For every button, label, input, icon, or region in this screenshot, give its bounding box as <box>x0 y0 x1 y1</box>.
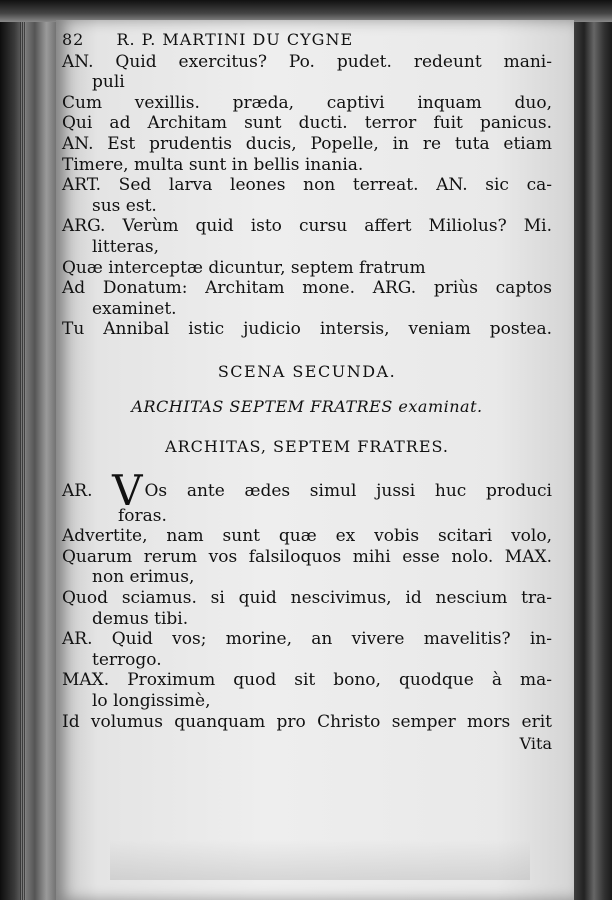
first-line-text: Os ante ædes simul jussi huc produci <box>144 480 552 501</box>
text-line: Timere, multa sunt in bellis inania. <box>62 154 364 175</box>
drop-cap: V <box>112 465 143 515</box>
text-line: Qui ad Architam sunt ducti. terror fuit panicus. <box>62 113 552 134</box>
text-line: puli <box>92 72 125 93</box>
text-line: AN. Quid exercitus? Po. pudet. redeunt mani- <box>62 51 552 72</box>
book-page-edges-right <box>572 0 612 900</box>
page-text <box>62 30 552 755</box>
text-line: AR. Quid vos; morine, an vivere mavelitis? in- <box>62 629 552 650</box>
text-line: non erimus, <box>92 567 195 588</box>
book-top-edge <box>0 0 612 22</box>
text-line: lo longissimè, <box>92 691 211 712</box>
text-line: ARG. Verùm quid isto cursu affert Miliolus? Mi. <box>62 216 552 237</box>
catchword: Vita <box>519 734 552 754</box>
text-line: demus tibi. <box>92 608 189 629</box>
page-number: 82 <box>62 30 85 49</box>
text-line: AN. Est prudentis ducis, Popelle, in re tuta etiam <box>62 133 552 154</box>
running-title: R. P. MARTINI DU CYGNE <box>116 30 354 49</box>
text-line-first <box>62 465 552 515</box>
dramatis-personae: ARCHITAS, SEPTEM FRATRES. <box>165 437 449 457</box>
text-line: litteras, <box>92 236 159 257</box>
text-line: MAX. Proximum quod sit bono, quodque à ma- <box>62 670 552 691</box>
scene-argument: ARCHITAS SEPTEM FRATRES examinat. <box>131 396 483 416</box>
text-line: Tu Annibal istic judicio intersis, veniam postea. <box>62 319 552 340</box>
book-binding-left <box>0 0 58 900</box>
text-line: Cum vexillis. præda, captivi inquam duo, <box>62 92 552 113</box>
text-line: Advertite, nam sunt quæ ex vobis scitari volo, <box>62 526 552 547</box>
text-line: Quarum rerum vos falsiloquos mihi esse nolo. MAX. <box>62 546 552 567</box>
text-line: ART. Sed larva leones non terreat. AN. sic ca- <box>62 175 552 196</box>
ink-bleed-through <box>110 840 530 880</box>
text-line: foras. <box>118 505 167 526</box>
text-line: sus est. <box>92 195 157 216</box>
scene-title: SCENA SECUNDA. <box>217 361 397 381</box>
text-line: examinet. <box>92 298 177 319</box>
running-head <box>62 30 552 51</box>
text-line: Quæ interceptæ dicuntur, septem fratrum <box>62 257 426 278</box>
text-line: Ad Donatum: Architam mone. ARG. priùs captos <box>62 278 552 299</box>
speaker-label: AR. <box>62 480 93 501</box>
text-line: Id volumus quanquam pro Christo semper mors erit <box>62 711 552 732</box>
text-line: Quod sciamus. si quid nescivimus, id nescium tra- <box>62 588 552 609</box>
text-line: terrogo. <box>92 649 162 670</box>
